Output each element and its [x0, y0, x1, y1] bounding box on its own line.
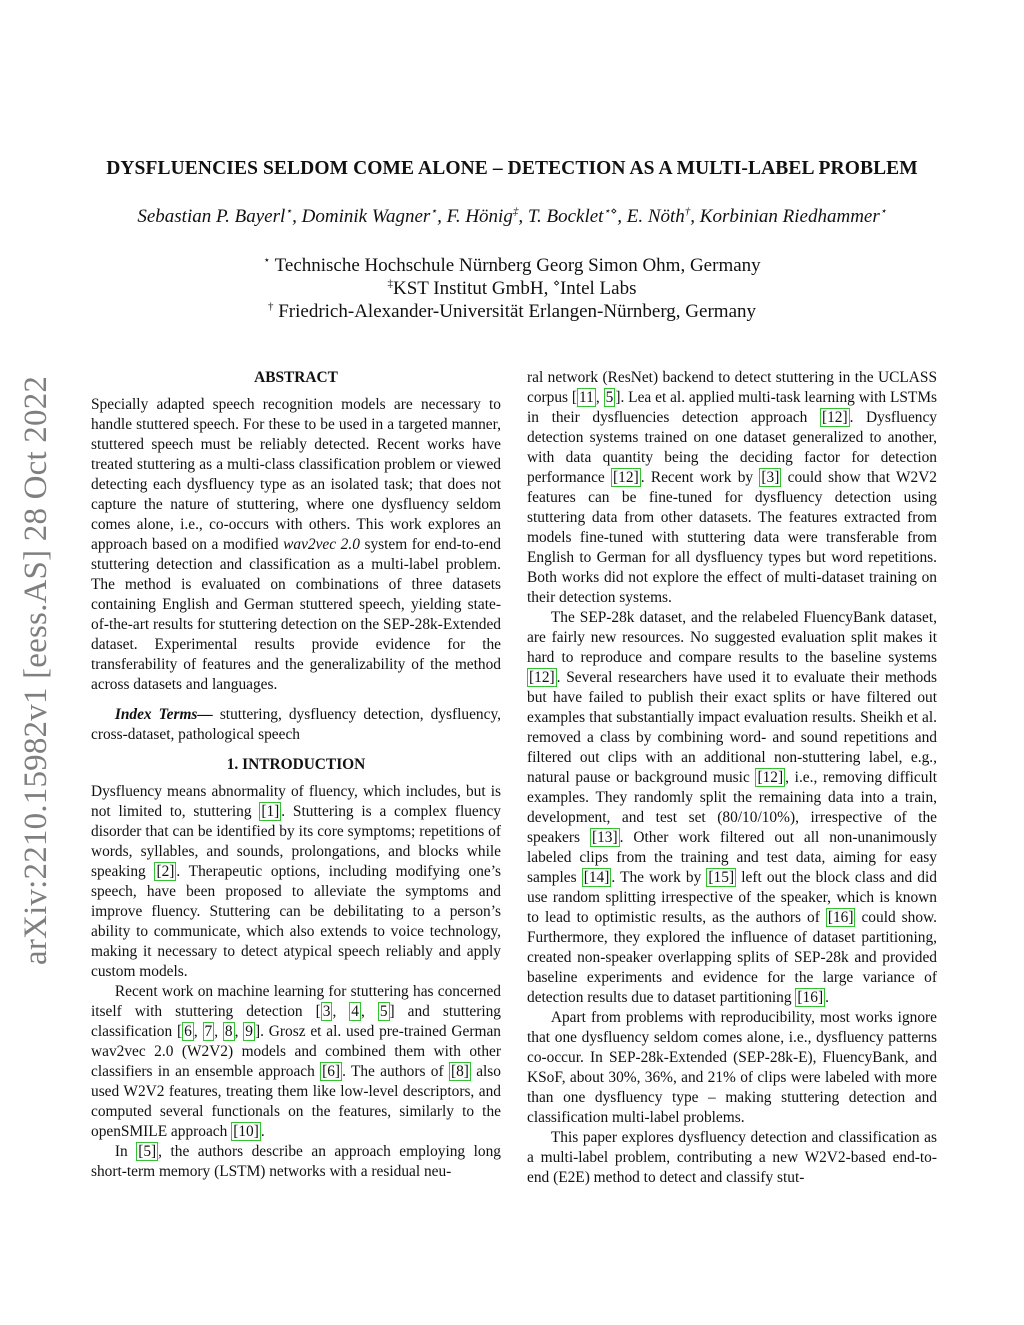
paper-title: DYSFLUENCIES SELDOM COME ALONE – DETECTION AS A MULTI-LABEL PROBLEM [106, 158, 918, 179]
index-terms-label: Index Terms— [114, 706, 213, 723]
affiliation-mark: ⋄ [553, 277, 560, 290]
citation-link[interactable]: 11 [579, 389, 594, 406]
author-name: E. Nöth [626, 206, 685, 227]
text-run: ]. Lea et al. applied multi-task learning with LSTMs in their dysfluencies detection approach [527, 389, 937, 426]
affiliation-text: Technische Hochschule Nürnberg Georg Simon Ohm, Germany [270, 255, 761, 276]
left-column [91, 368, 501, 1182]
text-run: . Several researchers have used it to evaluate their methods but have failed to publish their exact splits or have filtered out examples that substantially impact evaluation results. Sheikh et al. removed a class by combining word- and sound repetitions and filtered out clips with an additional non-stuttering label, e.g., natural pause or background music [527, 669, 937, 786]
author-name: Dominik Wagner [301, 206, 431, 227]
introduction-heading: 1. INTRODUCTION [226, 756, 366, 773]
author-marks: ⋆ [879, 205, 887, 218]
affiliation-mark: ‡ [387, 277, 393, 290]
text-run: could show. Furthermore, they explored the influence of dataset partitioning, created non-speaker overlapping splits of SEP-28k and provided baseline experiments and evidence for the large variance of detection results due to dataset partitioning [527, 909, 937, 1006]
affiliation-line [60, 255, 964, 277]
text-run: ral network (ResNet) backend to detect stuttering in the UCLASS corpus [ [527, 369, 937, 406]
text-run: , the authors describe an approach employing long short-term memory (LSTM) networks with a residual neu- [91, 1143, 501, 1180]
text-run: system for end-to-end stuttering detection and classification as a multi-label problem. The method is evaluated on combinations of three datasets containing English and German stuttered speech, yielding state-of-the-art results for stuttering detection on the SEP-28k-Extended dataset. Experimental results provide evidence for the transferability of features and the generalizability of the method across datasets and languages. [91, 536, 501, 693]
text-run: , [193, 1023, 203, 1040]
index-terms [91, 705, 501, 745]
text-run: . [260, 1123, 265, 1140]
arxiv-identifier-stamp: arXiv:2210.15982v1 [eess.AS] 28 Oct 2022 [18, 375, 54, 965]
text-run: . The authors of [342, 1063, 449, 1080]
text-run: . Stuttering is a complex fluency disorder that can be identified by its core symptoms; repetitions of words, syllables, and sounds, prolongations, and blocks while speaking [91, 803, 501, 880]
text-run: ]. Grosz et al. used pre-trained German wav2vec 2.0 (W2V2) models and combined them with other classifiers in an ensemble approach [91, 1023, 501, 1080]
text-run: . Recent work by [640, 469, 760, 486]
body-paragraph [91, 1142, 501, 1182]
citation-link[interactable]: 9 [245, 1023, 253, 1040]
affiliation-line [60, 278, 964, 300]
body-paragraph [91, 782, 501, 982]
text-run: , i.e., removing difficult examples. They randomly split the remaining data into a train, development, and test set (80/10/10%), irrespective of the speakers [527, 769, 938, 846]
author-name: Sebastian P. Bayerl [137, 206, 286, 227]
citation-link[interactable]: [12] [821, 409, 848, 426]
body-paragraph: This paper explores dysfluency detection and classification as a multi-label problem, contributing a new W2V2-based end-to-end (E2E) method to detect and classify stut- [527, 1129, 937, 1186]
body-paragraph [527, 368, 937, 608]
text-run: Dysfluency means abnormality of fluency, which includes, but is not limited to, stuttering [91, 783, 501, 820]
citation-link[interactable]: [12] [757, 769, 784, 786]
author-name: F. Hönig [446, 206, 513, 227]
citation-link[interactable]: [10] [233, 1123, 259, 1140]
affiliation-mark: ⋆ [263, 254, 271, 267]
author-marks: ‡ [512, 205, 519, 218]
citation-link[interactable]: 6 [184, 1023, 192, 1040]
citation-link[interactable]: [13] [591, 829, 618, 846]
body-paragraph: Apart from problems with reproducibility, most works ignore that one dysfluency seldom comes alone, i.e., dysfluency patterns co-occur. In SEP-28k-Extended (SEP-28k-E), FluencyBank, and KSoF, about 30%, 36%, and 21% of clips were labeled with more than one dysfluency type – making stuttering detection and classification multi-label problems. [527, 1009, 937, 1126]
text-run: , [361, 1003, 378, 1020]
text-run: In [114, 1143, 137, 1160]
author-marks: ⋆ [285, 205, 293, 218]
citation-link[interactable]: [1] [261, 803, 280, 820]
index-terms-text: stuttering, dysfluency detection, dysfluency, cross-dataset, pathological speech [91, 706, 501, 743]
author-marks: ⋆⋄ [603, 205, 618, 218]
author-name: Korbinian Riedhammer [699, 206, 880, 227]
affiliation-text: Friedrich-Alexander-Universität Erlangen-Nürnberg, Germany [273, 301, 757, 322]
text-run: . Therapeutic options, including modifying one’s speech, have been proposed to alleviate the symptoms and improve fluency. Stuttering can be debilitating to a person’s ability to communicate, which also extends to voice technology, making it necessary to detect atypical speech reliably and apply custom models. [91, 863, 501, 980]
author-name: T. Bocklet [527, 206, 604, 227]
affiliation-line [60, 301, 964, 323]
citation-link[interactable]: [12] [613, 469, 639, 486]
citation-link[interactable]: 3 [322, 1003, 331, 1020]
abstract-heading: ABSTRACT [254, 369, 338, 386]
affiliation-text: Intel Labs [559, 278, 637, 299]
body-paragraph [527, 608, 937, 1008]
text-run: Specially adapted speech recognition models are necessary to handle stuttered speech. For these to be used in a targeted manner, stuttered speech must be reliably detected. Recent works have treated stuttering as a multi-class classification problem or viewed detecting each dysfluency type as an isolated task; that does not capture the nature of stuttering, where one dysfluency seldom comes alone, i.e., co-occurs with others. This work explores an approach based on a modified [91, 396, 501, 553]
text-run: could show that W2V2 features can be fine-tuned for dysfluency detection using stuttering data from other datasets. The features extracted from models fine-tuned with stuttering data were transferable from English to German for all dysfluency types but word repetitions. Both works did not explore the effect of multi-dataset training on their detection systems. [527, 469, 938, 606]
affiliation-text: KST Institut GmbH, [392, 278, 554, 299]
citation-link[interactable]: 5 [379, 1003, 388, 1020]
text-run: also used W2V2 features, treating them like low-level descriptors, and computed several functionals on the features, similarly to the openSMILE approach [91, 1063, 501, 1140]
citation-link[interactable]: [16] [797, 989, 824, 1006]
citation-link[interactable]: 5 [605, 389, 614, 406]
text-run: , [214, 1023, 223, 1040]
citation-link[interactable]: [2] [156, 863, 175, 880]
text-run: . [825, 989, 829, 1006]
citation-link[interactable]: [16] [827, 909, 854, 926]
text-run: wav2vec 2.0 [283, 536, 360, 553]
text-run: left out the block class and did use random splitting irrespective of the speaker, which is known to lead to optimistic results, as the authors of [527, 869, 937, 926]
citation-link[interactable]: [12] [529, 669, 555, 686]
text-run: The SEP-28k dataset, and the relabeled FluencyBank dataset, are fairly new resources. No suggested evaluation split makes it hard to reproduce and compare results to the baseline systems [527, 609, 937, 666]
citation-link[interactable]: [3] [761, 469, 780, 486]
citation-link[interactable]: [6] [322, 1063, 341, 1080]
citation-link[interactable]: [5] [138, 1143, 157, 1160]
text-run: Recent work on machine learning for stuttering has concerned itself with stuttering detection [ [91, 983, 501, 1020]
citation-link[interactable]: [8] [450, 1063, 469, 1080]
text-run: , [332, 1003, 350, 1020]
text-run: . Dysfluency detection systems trained on one dataset generalized to another, with data quantity being the deciding factor for detection performance [527, 409, 937, 486]
abstract-paragraph [91, 395, 501, 695]
text-run: , [234, 1023, 244, 1040]
author-marks: † [684, 205, 691, 218]
citation-link[interactable]: [14] [583, 869, 610, 886]
citation-link[interactable]: 7 [204, 1023, 213, 1040]
text-run: . The work by [611, 869, 707, 886]
citation-link[interactable]: 4 [351, 1003, 359, 1020]
text-run: ] and stuttering classification [ [91, 1003, 501, 1040]
citation-link[interactable]: [15] [708, 869, 735, 886]
citation-link[interactable]: 8 [224, 1023, 233, 1040]
body-paragraph [91, 982, 501, 1142]
author-list: Sebastian P. Bayerl⋆, Dominik Wagner⋆, F. Hönig‡, T. Bocklet⋆⋄, E. Nöth†, Korbinian Riedhammer⋆ [137, 205, 887, 227]
text-run: . Other work filtered out all non-unanimously labeled clips from the training and test data, aiming for easy samples [527, 829, 937, 886]
text-run: , [595, 389, 604, 406]
author-marks: ⋆ [430, 205, 438, 218]
affiliation-mark: † [267, 300, 274, 313]
right-column [527, 368, 937, 1188]
